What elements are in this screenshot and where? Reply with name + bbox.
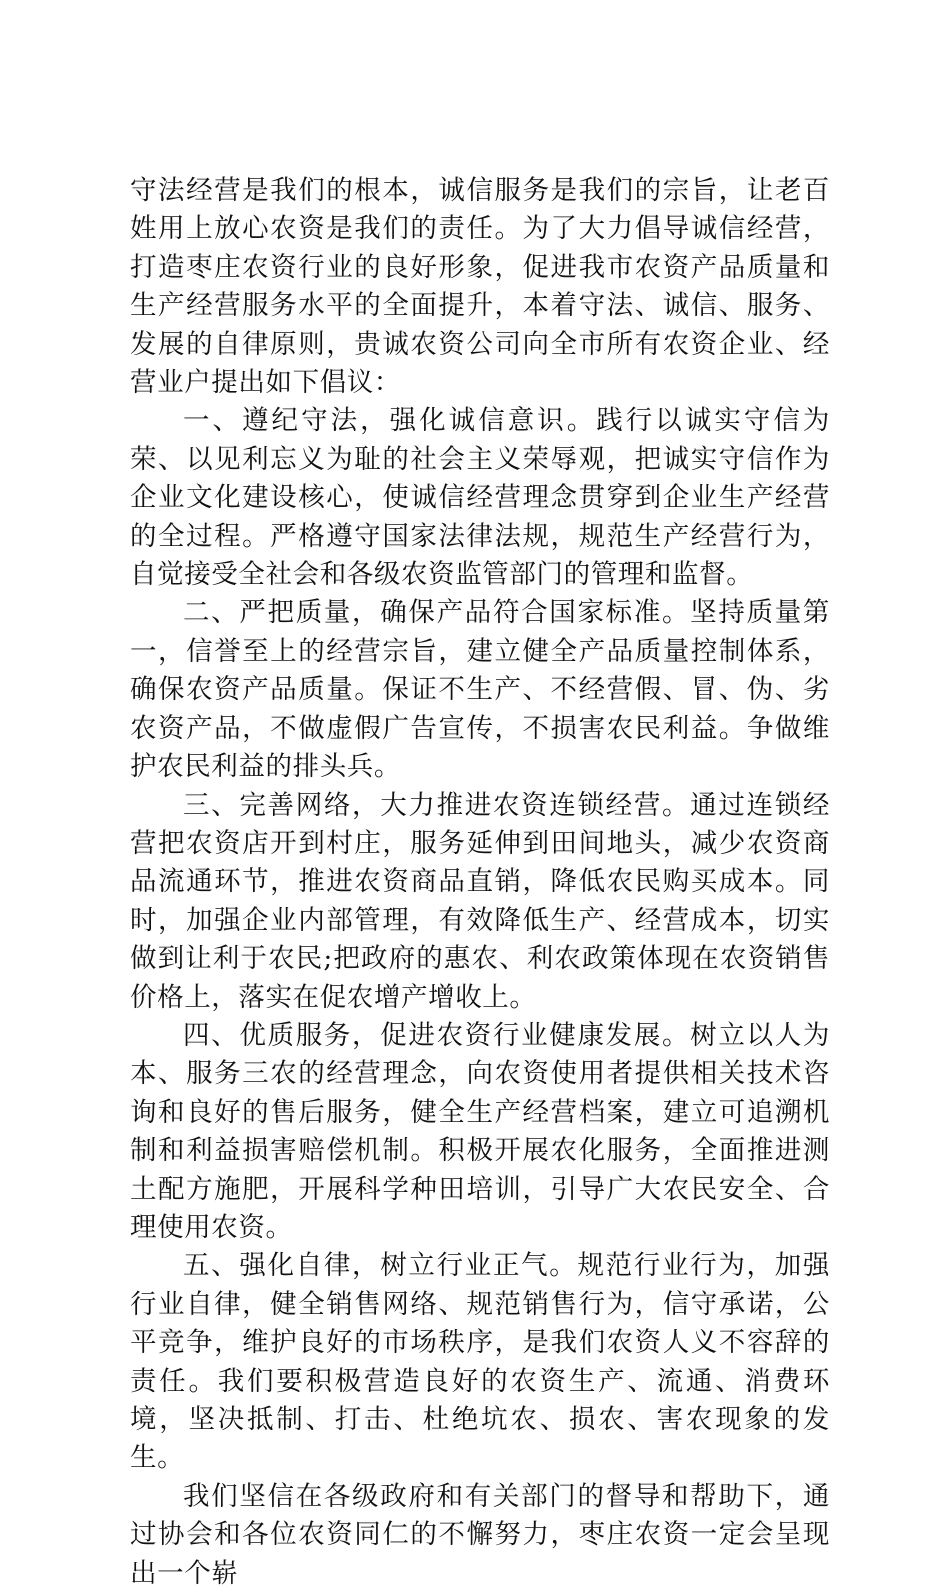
paragraph-item-2: 二、严把质量，确保产品符合国家标准。坚持质量第一，信誉至上的经营宗旨，建立健全产品质量控制体系，确保农资产品质量。保证不生产、不经营假、冒、伪、劣农资产品，不做虚假广告宣传，不损害农民利益。争做维护农民利益的排头兵。 — [130, 597, 830, 783]
paragraph-item-3: 三、完善网络，大力推进农资连锁经营。通过连锁经营把农资店开到村庄，服务延伸到田间地头，减少农资商品流通环节，推进农资商品直销，降低农民购买成本。同时，加强企业内部管理，有效降低生产、经营成本，切实做到让利于农民;把政府的惠农、利农政策体现在农资销售价格上，落实在促农增产增收上。 — [130, 789, 830, 1013]
document-body — [130, 172, 830, 1593]
paragraph-item-4: 四、优质服务，促进农资行业健康发展。树立以人为本、服务三农的经营理念，向农资使用者提供相关技术咨询和良好的售后服务，健全生产经营档案，建立可追溯机制和利益损害赔偿机制。积极开展农化服务，全面推进测土配方施肥，开展科学种田培训，引导广大农民安全、合理使用农资。 — [130, 1019, 830, 1243]
paragraph-closing: 我们坚信在各级政府和有关部门的督导和帮助下，通过协会和各位农资同仁的不懈努力，枣庄农资一定会呈现出一个崭 — [130, 1480, 830, 1589]
paragraph-intro: 守法经营是我们的根本，诚信服务是我们的宗旨，让老百姓用上放心农资是我们的责任。为了大力倡导诚信经营，打造枣庄农资行业的良好形象，促进我市农资产品质量和生产经营服务水平的全面提升，本着守法、诚信、服务、发展的自律原则，贵诚农资公司向全市所有农资企业、经营业户提出如下倡议： — [130, 175, 830, 399]
paragraph-item-1: 一、遵纪守法，强化诚信意识。践行以诚实守信为荣、以见利忘义为耻的社会主义荣辱观，把诚实守信作为企业文化建设核心，使诚信经营理念贯穿到企业生产经营的全过程。严格遵守国家法律法规，规范生产经营行为，自觉接受全社会和各级农资监管部门的管理和监督。 — [130, 405, 830, 591]
paragraph-item-5: 五、强化自律，树立行业正气。规范行业行为，加强行业自律，健全销售网络、规范销售行为，信守承诺，公平竞争，维护良好的市场秩序，是我们农资人义不容辞的责任。我们要积极营造良好的农资生产、流通、消费环境，坚决抵制、打击、杜绝坑农、损农、害农现象的发生。 — [130, 1250, 830, 1474]
